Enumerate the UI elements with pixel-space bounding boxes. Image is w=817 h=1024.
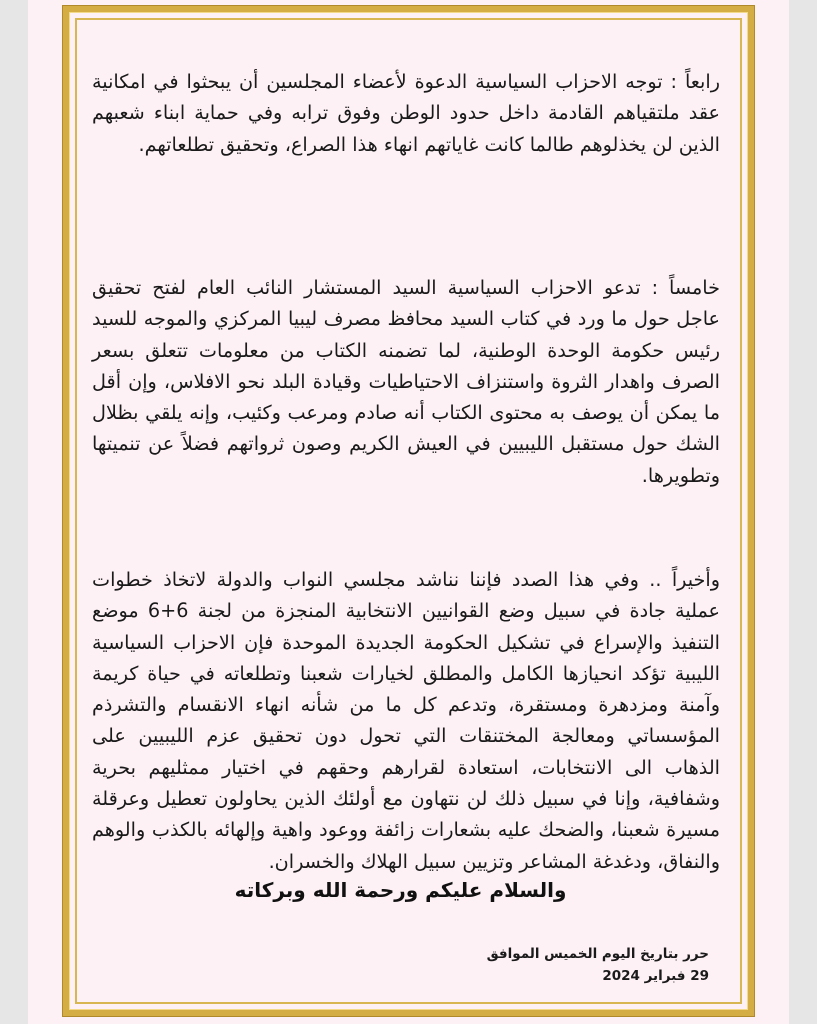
signature-dated-line: حرر بتاريخ اليوم الخميس الموافق — [486, 946, 709, 962]
closing-greeting: والسلام عليكم ورحمة الله وبركاته — [234, 878, 567, 902]
left-margin-strip — [0, 0, 28, 1024]
paragraph-fifth: خامساً : تدعو الاحزاب السياسية السيد المستشار النائب العام لفتح تحقيق عاجل حول ما ورد في كتاب السيد محافظ مصرف ليبيا المركزي والموجه للسيد رئيس حكومة الوحدة الوطنية، لما تضمنه الكتاب من معلومات تتعلق بسعر الصرف واهدار الثروة واستنزاف الاحتياطيات وقيادة البلد نحو الافلاس، وإن أقل ما يمكن أن يوصف به محتوى الكتاب أنه صادم ومرعب وكئيب، وإنه يلقي بظلال الشك حول مستقبل الليبيين في العيش الكريم وصون ثرواتهم فضلاً عن تنميتها وتطويرها. — [92, 276, 720, 487]
paragraph-fourth: رابعاً : توجه الاحزاب السياسية الدعوة لأعضاء المجلسين أن يبحثوا في امكانية عقد ملتقياهم القادمة داخل حدود الوطن وفوق ترابه وفي حماية ابناء شعبهم الذين لن يخذلوهم طالما كانت غاياتهم انهاء هذا الصراع، وتحقيق تطلعاتهم. — [92, 70, 720, 156]
right-margin-strip — [789, 0, 817, 1024]
closing-greeting-wrapper — [0, 878, 817, 902]
signature-block — [487, 943, 709, 987]
signature-date: 29 فبراير 2024 — [602, 968, 709, 984]
paragraph-finally: وأخيراً .. وفي هذا الصدد فإننا نناشد مجلسي النواب والدولة لاتخاذ خطوات عملية جادة في سبيل وضع القوانيين الانتخابية المنجزة من لجنة 6+6 موضع التنفيذ والإسراع في تشكيل الحكومة الجديدة الموحدة فإن الاحزاب السياسية الليبية تؤكد انحيازها الكامل والمطلق لخيارات شعبنا وتطلعاته في حياة كريمة وآمنة ومزدهرة ومستقرة، وتدعم كل ما من شأنه انهاء الانقسام والتشرذم المؤسساتي ومعالجة المختنقات التي تحول دون تحقيق عزم الليبيين على الذهاب الى الانتخابات، استعادة لقرارهم وحقهم في اختيار ممثليهم بحرية وشفافية، وإنا في سبيل ذلك لن نتهاون مع أولئك الذين يحاولون تعطيل وعرقلة مسيرة شعبنا، والضحك عليه بشعارات زائفة ووعود واهية وإلهائه بالكذب والوهم والنفاق، ودغدغة المشاعر وتزيين سبيل الهلاك والخسران. — [92, 568, 721, 873]
